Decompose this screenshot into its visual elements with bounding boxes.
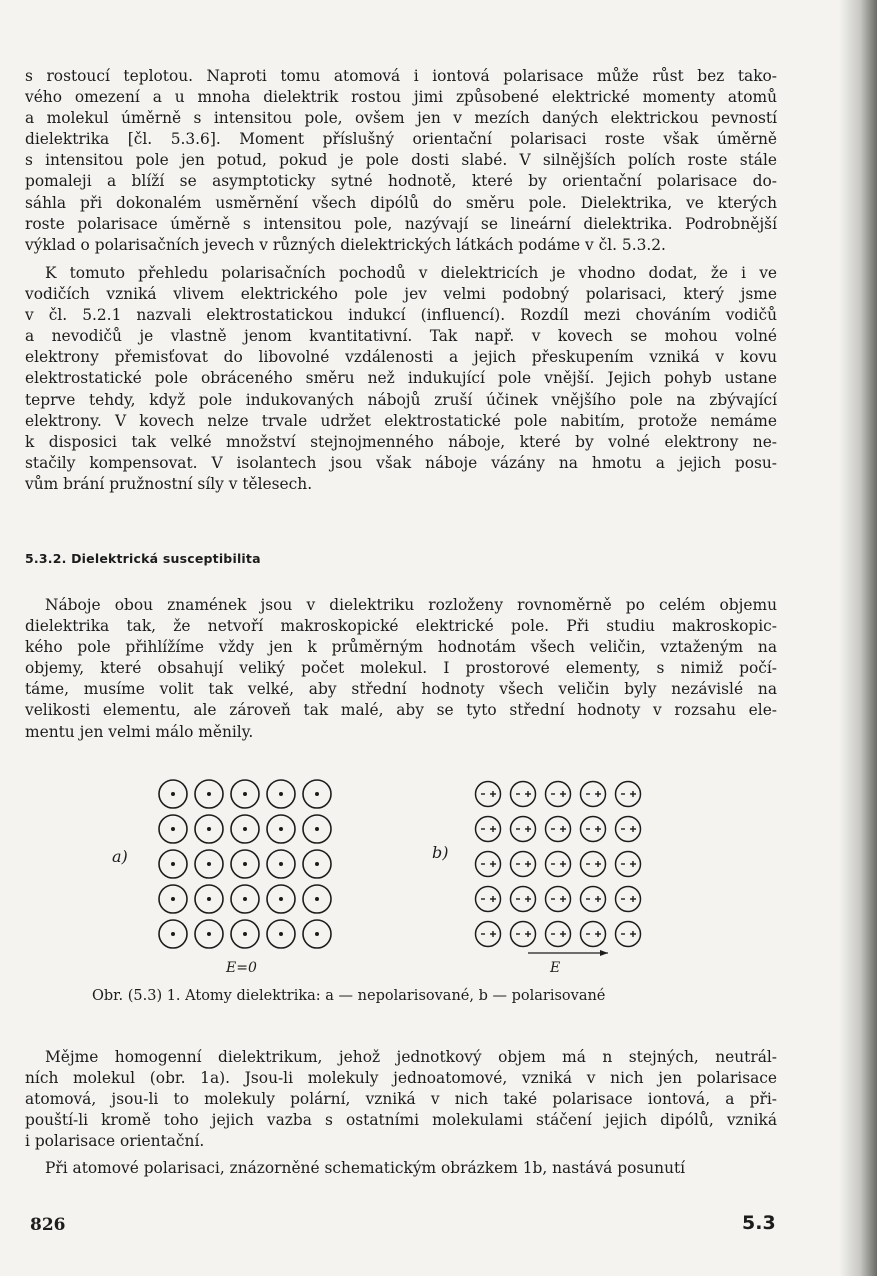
text-line: Při atomové polarisaci, znázorněné schematickým obrázkem 1b, nastává posunutí — [45, 1159, 686, 1177]
text-line: kého pole přihlížíme vždy jen k průměrným hodnotám všech veličin, vztaženým na — [25, 638, 777, 657]
page-number: 826 — [30, 1215, 66, 1235]
text-line: a nevodičů je vlastně jenom kvantitativní. Tak např. v kovech se mohou volné — [25, 327, 777, 346]
atom-unpolarised — [195, 850, 223, 878]
field-label-e: E — [550, 960, 561, 975]
text-line: teprve tehdy, když pole indukovaných nábojů zruší účinek vnějšího pole na zbývající — [25, 390, 777, 409]
atom-polarised — [476, 922, 501, 947]
atom-unpolarised — [303, 920, 331, 948]
atom-polarised — [581, 852, 606, 877]
text-line: pomaleji a blíží se asymptoticky sytné hodnotě, které by orientační polarisace do- — [25, 172, 777, 191]
atom-polarised — [511, 887, 536, 912]
paragraph-polarisation-growth — [25, 66, 777, 256]
atom-polarised — [511, 782, 536, 807]
section-heading: 5.3.2. Dielektrická susceptibilita — [25, 551, 261, 566]
text-line: elektrony přemisťovat do libovolné vzdálenosti a jejich přeskupením vzniká v kovu — [25, 348, 777, 367]
atom-unpolarised — [231, 920, 259, 948]
atom-unpolarised — [159, 920, 187, 948]
atom-unpolarised — [159, 815, 187, 843]
atom-polarised — [581, 782, 606, 807]
text-line: pouští-li kromě toho jejich vazba s ostatními molekulami stáčení jejich dipólů, vzniká — [25, 1111, 777, 1130]
atom-unpolarised — [303, 815, 331, 843]
figure-caption: Obr. (5.3) 1. Atomy dielektrika: a — nepolarisované, b — polarisované — [92, 988, 606, 1004]
figure-label-a: a) — [112, 847, 128, 866]
text-line: s rostoucí teplotou. Naproti tomu atomová i iontová polarisace může růst bez tako- — [25, 67, 777, 85]
text-line: vého omezení a u mnoha dielektrik rostou jimi způsobené elektrické momenty atomů — [25, 88, 777, 107]
atom-polarised — [476, 852, 501, 877]
text-line: elektrostatické pole obráceného směru než indukující pole vnější. Jejich pohyb ustane — [25, 369, 777, 388]
text-line: vům brání pružnostní síly v tělesech. — [25, 474, 313, 493]
paragraph-conductors-induction — [25, 263, 777, 495]
atom-unpolarised — [231, 815, 259, 843]
atom-polarised — [616, 922, 641, 947]
atom-unpolarised — [267, 780, 295, 808]
paragraph-homogeneous-dielectric — [25, 1047, 777, 1152]
text-line: elektrony. V kovech nelze trvale udržet elektrostatické pole nabitím, protože nemáme — [25, 411, 777, 430]
field-label-zero: E=0 — [226, 960, 257, 975]
atom-unpolarised — [159, 780, 187, 808]
atom-polarised — [546, 887, 571, 912]
atom-polarised — [616, 852, 641, 877]
text-line: výklad o polarisačních jevech v různých dielektrických látkách podáme v čl. 5.3.2. — [25, 235, 666, 254]
atom-polarised — [511, 852, 536, 877]
atom-unpolarised — [231, 850, 259, 878]
text-line: táme, musíme volit tak velké, aby střední hodnoty všech veličin byly nezávislé na — [25, 680, 777, 699]
atom-polarised — [511, 817, 536, 842]
text-line: a molekul úměrně s intensitou pole, ovšem jen v mezích daných elektrickou pevností — [25, 109, 777, 128]
text-line: ních molekul (obr. 1a). Jsou-li molekuly jednoatomové, vzniká v nich jen polarisace — [25, 1069, 777, 1088]
atom-unpolarised — [267, 885, 295, 913]
text-line: dielektrika tak, že netvoří makroskopické elektrické pole. Při studiu makroskopic- — [25, 617, 777, 636]
text-line: k disposici tak velké množství stejnojmenného náboje, které by volné elektrony ne- — [25, 432, 777, 451]
text-line: stačily kompensovat. V isolantech jsou však náboje vázány na hmotu a jejich posu- — [25, 453, 777, 472]
atom-polarised — [546, 817, 571, 842]
binding-shadow — [839, 0, 877, 1276]
text-line: atomová, jsou-li to molekuly polární, vzniká v nich také polarisace iontová, a při- — [25, 1090, 777, 1109]
atom-polarised — [511, 922, 536, 947]
text-line: objemy, které obsahují veliký počet molekul. I prostorové elementy, s nimiž počí- — [25, 659, 777, 678]
atom-grid-unpolarised — [159, 780, 331, 948]
atom-unpolarised — [159, 885, 187, 913]
figure-dielectric-atoms — [80, 770, 660, 975]
atom-unpolarised — [231, 780, 259, 808]
atom-unpolarised — [231, 885, 259, 913]
paragraph-charge-distribution — [25, 595, 777, 743]
atom-polarised — [616, 887, 641, 912]
atom-polarised — [546, 852, 571, 877]
atom-polarised — [616, 817, 641, 842]
atom-polarised — [616, 782, 641, 807]
atom-unpolarised — [303, 780, 331, 808]
text-line: velikosti elementu, ale zároveň tak malé, aby se tyto střední hodnoty v rozsahu ele- — [25, 701, 777, 720]
atom-polarised — [546, 782, 571, 807]
atom-polarised — [581, 922, 606, 947]
text-line: vodičích vzniká vlivem elektrického pole jev velmi podobný polarisaci, který jsme — [25, 285, 777, 304]
atom-grid-polarised — [476, 782, 641, 947]
section-number: 5.3 — [742, 1212, 776, 1234]
atom-polarised — [546, 922, 571, 947]
atom-unpolarised — [195, 780, 223, 808]
atom-polarised — [476, 817, 501, 842]
atom-unpolarised — [195, 815, 223, 843]
text-line: mentu jen velmi málo měnily. — [25, 722, 254, 741]
atom-unpolarised — [195, 885, 223, 913]
atom-unpolarised — [195, 920, 223, 948]
text-line: v čl. 5.2.1 nazvali elektrostatickou indukcí (influencí). Rozdíl mezi chováním vodičů — [25, 306, 777, 325]
figure-label-b: b) — [432, 843, 449, 862]
text-line: roste polarisace úměrně s intensitou pole, nazývají se lineární dielektrika. Podrobnější — [25, 214, 777, 233]
atom-polarised — [581, 887, 606, 912]
atom-unpolarised — [267, 850, 295, 878]
text-line: sáhla při dokonalém usměrnění všech dipólů do směru pole. Dielektrika, ve kterých — [25, 193, 777, 212]
atom-unpolarised — [267, 815, 295, 843]
text-line: Mějme homogenní dielektrikum, jehož jednotkový objem má n stejných, neutrál- — [45, 1048, 777, 1066]
atom-unpolarised — [267, 920, 295, 948]
text-line: i polarisace orientační. — [25, 1132, 205, 1151]
atom-unpolarised — [303, 850, 331, 878]
text-line: K tomuto přehledu polarisačních pochodů v dielektricích je vhodno dodat, že i ve — [45, 264, 777, 282]
paragraph-atomic-polarisation — [25, 1158, 777, 1179]
atom-polarised — [476, 782, 501, 807]
text-line: s intensitou pole jen potud, pokud je pole dosti slabé. V silnějších polích roste stále — [25, 151, 777, 170]
text-line: dielektrika [čl. 5.3.6]. Moment příslušný orientační polarisaci roste však úměrně — [25, 130, 777, 149]
atom-polarised — [581, 817, 606, 842]
atom-unpolarised — [159, 850, 187, 878]
atom-unpolarised — [303, 885, 331, 913]
text-line: Náboje obou znamének jsou v dielektriku rozloženy rovnoměrně po celém objemu — [45, 596, 777, 614]
atom-polarised — [476, 887, 501, 912]
field-arrow-head — [600, 950, 608, 956]
